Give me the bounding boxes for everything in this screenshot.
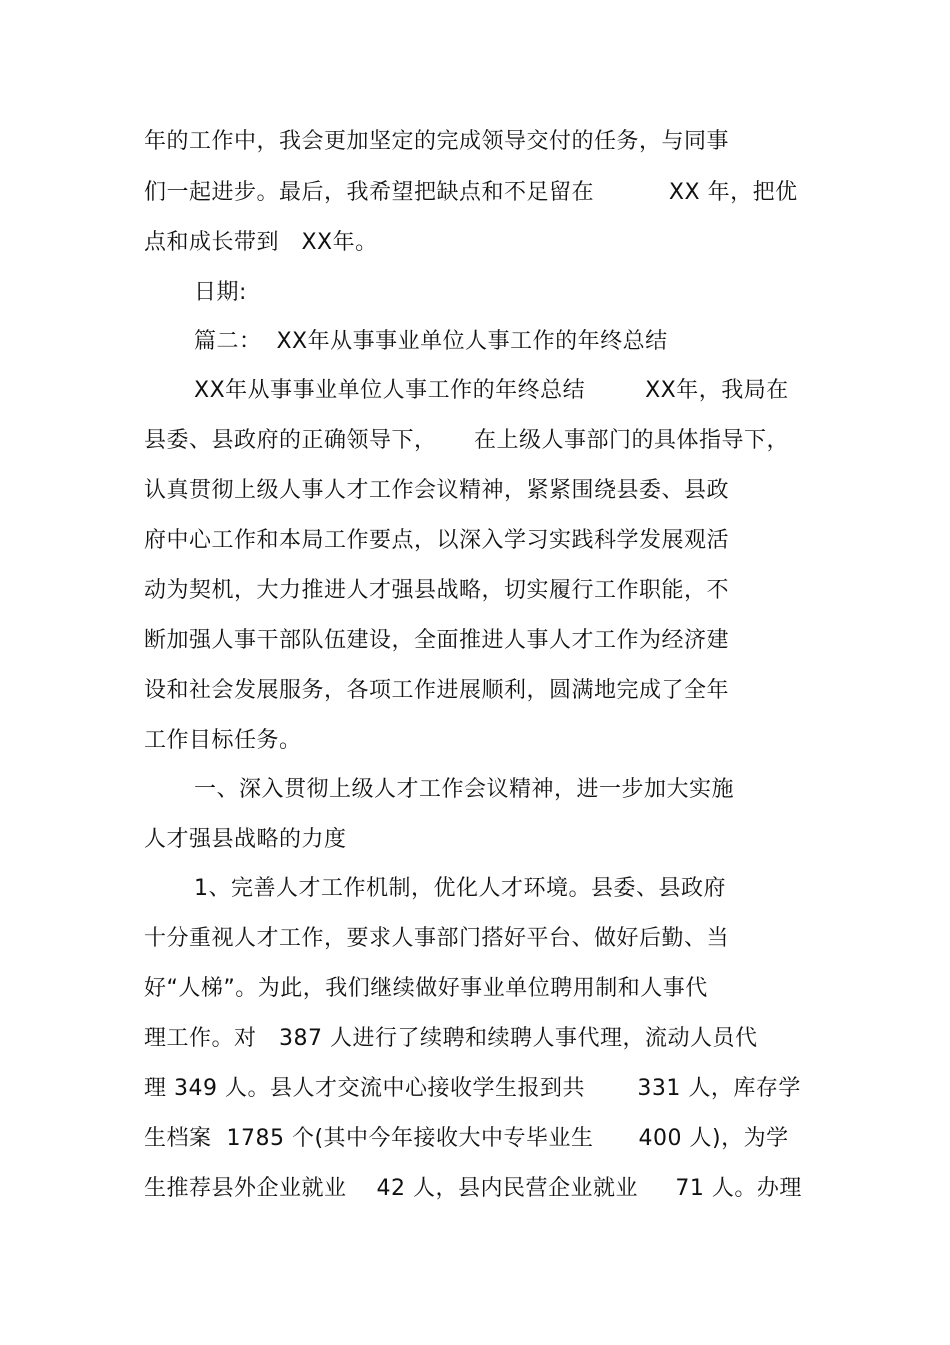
- section-heading: 篇二： XX年从事事业单位人事工作的年终总结: [194, 329, 668, 354]
- body-line: 们一起进步。最后，我希望把缺点和不足留在 XX 年，把优: [144, 180, 798, 205]
- body-line: 县委、县政府的正确领导下， 在上级人事部门的具体指导下，: [144, 428, 789, 453]
- body-line: 生档案 1785 个(其中今年接收大中专毕业生 400 人)，为学: [144, 1126, 789, 1151]
- body-line: 好“人梯”。为此，我们继续做好事业单位聘用制和人事代: [144, 976, 708, 1001]
- body-line: 生推荐县外企业就业 42 人，县内民营企业就业 71 人。办理: [144, 1176, 802, 1201]
- date-label: 日期:: [194, 280, 247, 305]
- body-line: 府中心工作和本局工作要点，以深入学习实践科学发展观活: [144, 528, 730, 553]
- body-line: 理 349 人。县人才交流中心接收学生报到共 331 人，库存学: [144, 1076, 801, 1101]
- body-line: 理工作。对 387 人进行了续聘和续聘人事代理，流动人员代: [144, 1026, 758, 1051]
- body-line: 年的工作中，我会更加坚定的完成领导交付的任务，与同事: [144, 129, 730, 154]
- body-line: XX年从事事业单位人事工作的年终总结 XX年，我局在: [194, 378, 789, 403]
- body-line: 十分重视人才工作，要求人事部门搭好平台、做好后勤、当: [144, 926, 730, 951]
- body-line: 1、完善人才工作机制，优化人才环境。县委、县政府: [194, 876, 726, 901]
- body-line: 断加强人事干部队伍建设，全面推进人事人才工作为经济建: [144, 628, 730, 653]
- body-line: 工作目标任务。: [144, 728, 302, 753]
- body-line: 认真贯彻上级人事人才工作会议精神，紧紧围绕县委、县政: [144, 478, 730, 503]
- subsection-heading: 一、深入贯彻上级人才工作会议精神，进一步加大实施: [194, 777, 735, 802]
- body-line: 设和社会发展服务，各项工作进展顺利，圆满地完成了全年: [144, 678, 730, 703]
- body-line: 动为契机，大力推进人才强县战略，切实履行工作职能，不: [144, 578, 730, 603]
- subsection-heading-cont: 人才强县战略的力度: [144, 827, 347, 852]
- body-line: 点和成长带到 XX年。: [144, 230, 378, 255]
